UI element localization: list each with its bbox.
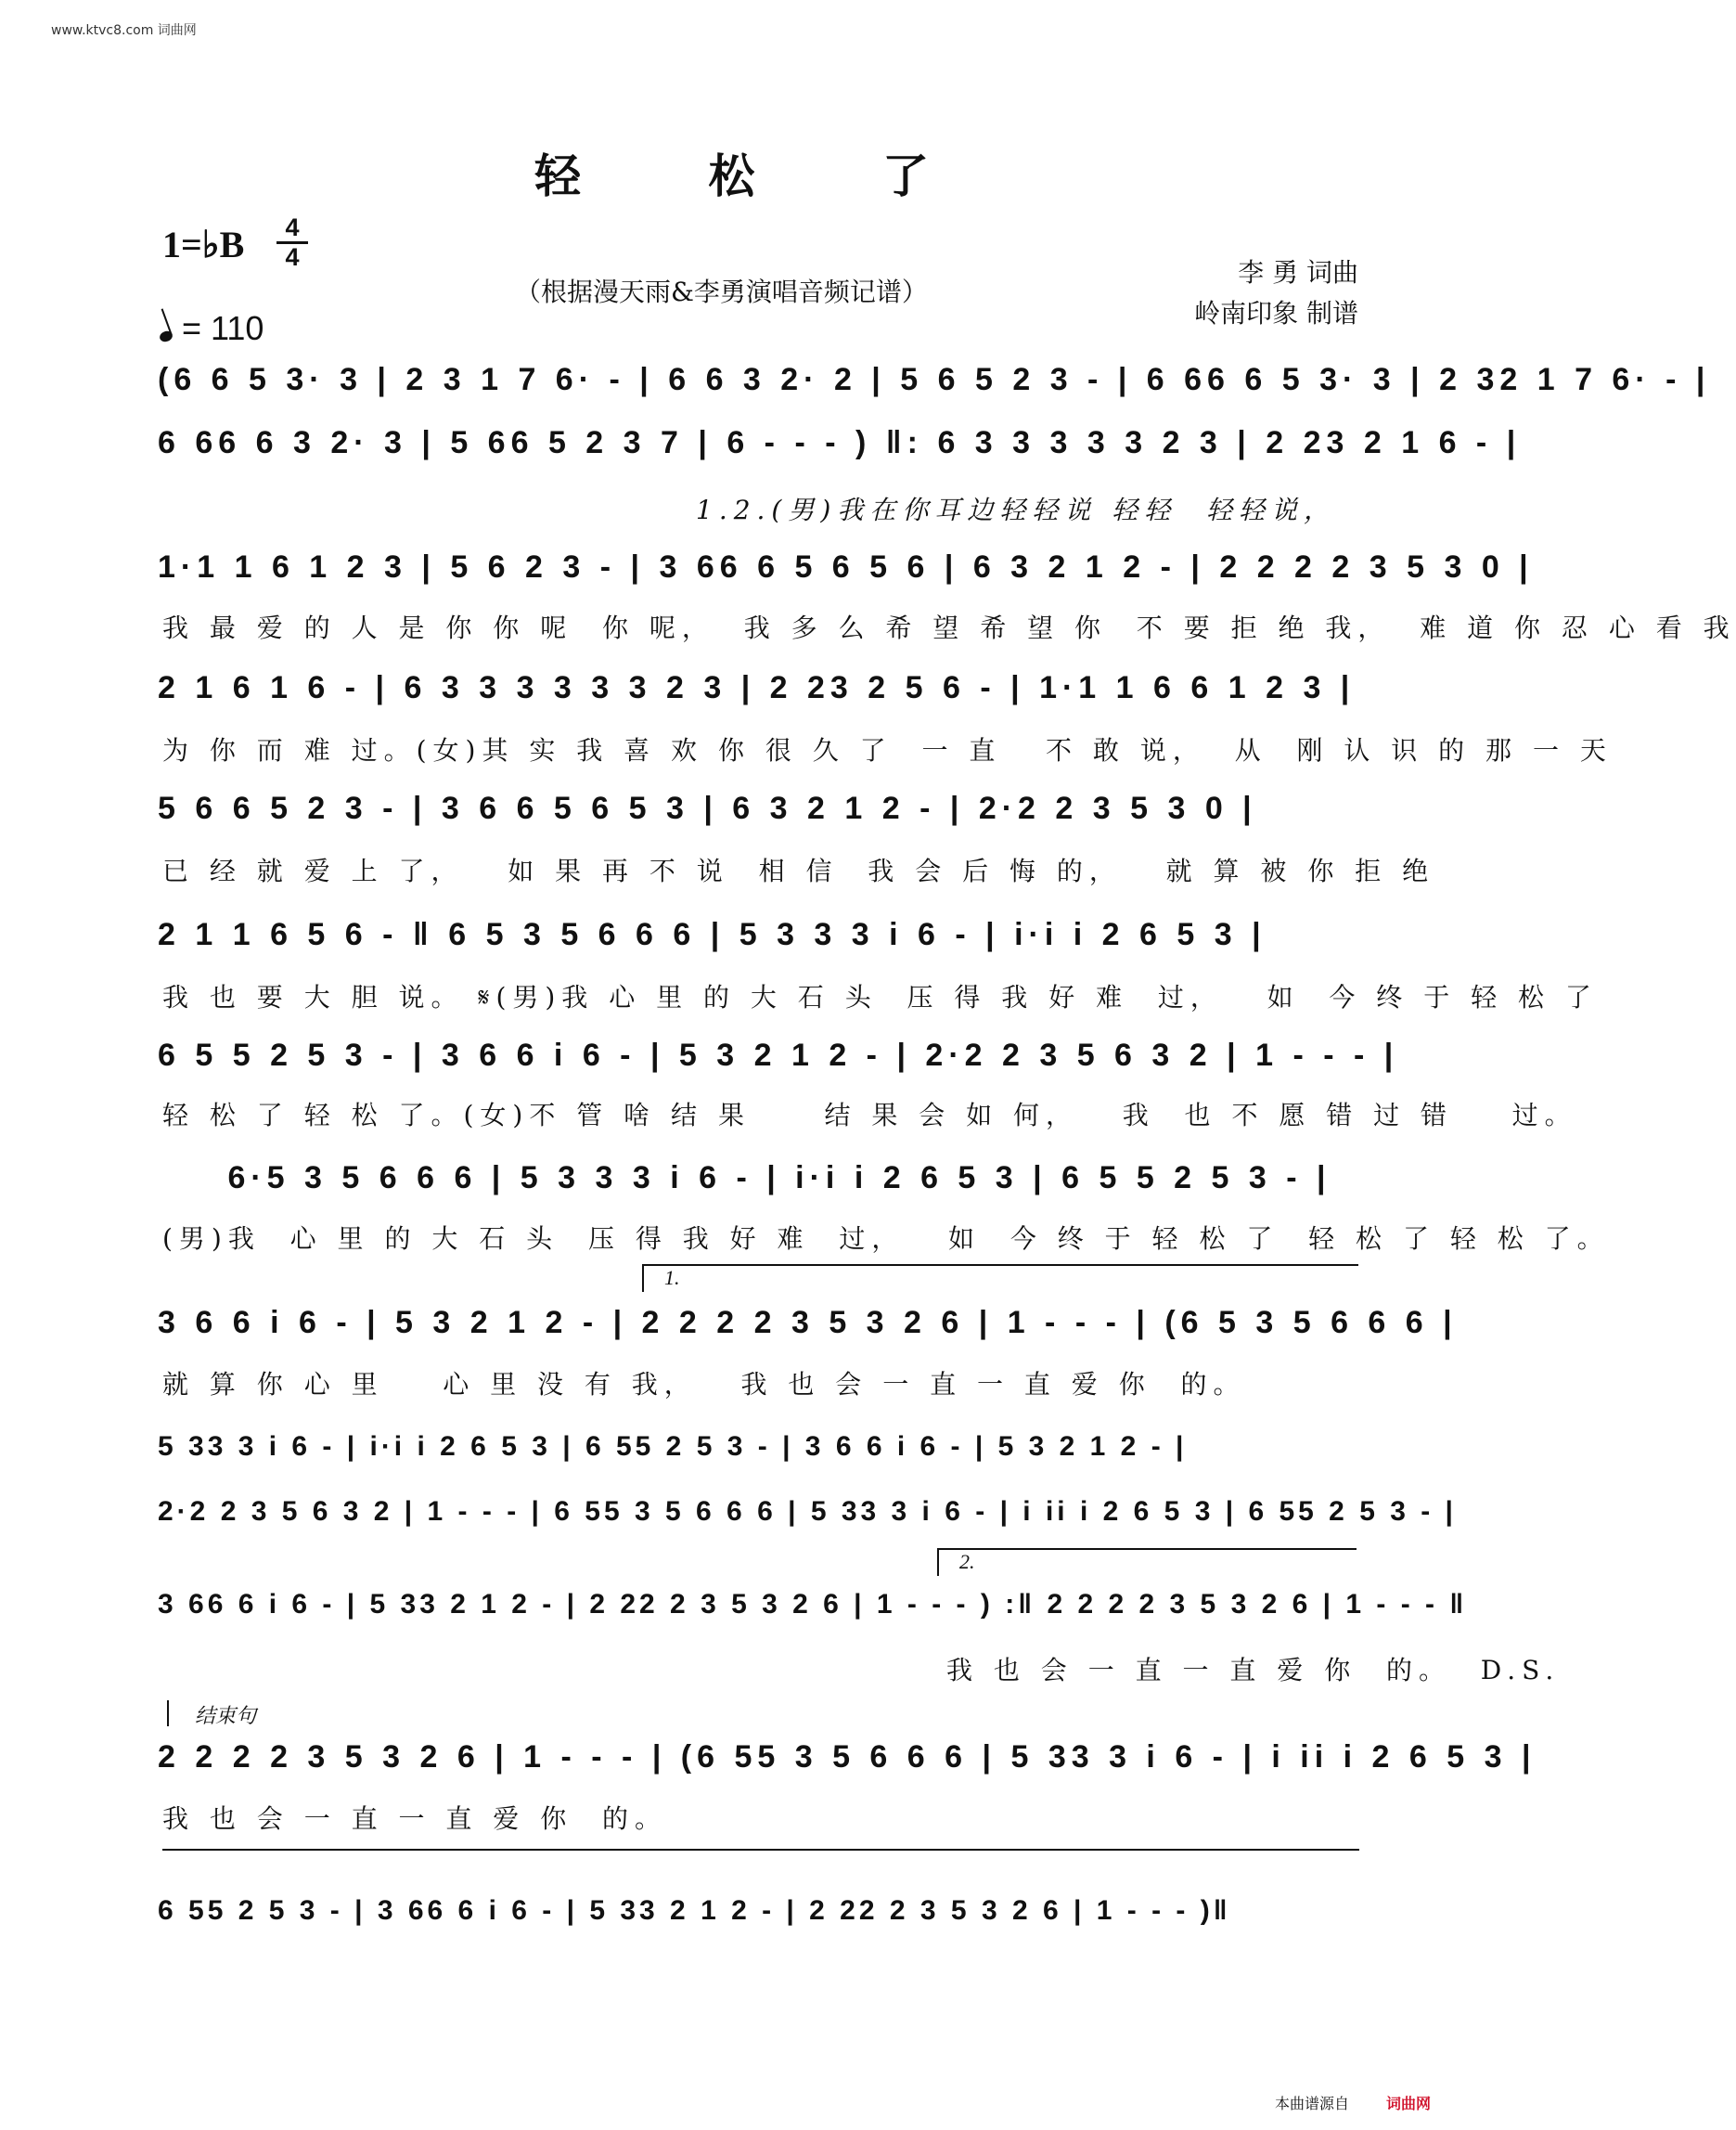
score-line-7: 6 5 5 2 5 3 - | 3 6 6 i 6 - | 5 3 2 1 2 - | 2·2 2 3 5 6 3 2 | 1 - - - | — [158, 1038, 1399, 1073]
composer-credit: 李 勇 词曲 — [1238, 257, 1358, 288]
time-bottom: 4 — [285, 243, 300, 271]
score-line-1: (6 6 5 3· 3 | 2 3 1 7 6· - | 6 6 3 2· 2 | 5 6 5 2 3 - | 6 66 6 5 3· 3 | 2 32 1 7 6· - | — [158, 362, 1711, 397]
lyric-line-6: 我 也 要 大 胆 说。 𝄋(男)我 心 里 的 大 石 头 压 得 我 好 难 过， 如 今 终 于 轻 松 了 — [162, 982, 1598, 1013]
lyric-line-13: 我 也 会 一 直 一 直 爱 你 的。 — [162, 1803, 668, 1834]
footer-credit — [1275, 2092, 1431, 2113]
subtitle: （根据漫天雨&李勇演唱音频记谱） — [515, 277, 928, 307]
quarter-note-icon — [159, 329, 174, 343]
lyric-line-12: 我 也 会 一 直 一 直 爱 你 的。 D.S. — [946, 1655, 1561, 1685]
score-line-2: 6 66 6 3 2· 3 | 5 66 5 2 3 7 | 6 - - - ) ‖: 6 3 3 3 3 3 2 3 | 2 23 2 1 6 - | — [158, 425, 1522, 460]
site-url: www.ktvc8.com 词曲网 — [51, 23, 197, 38]
lyric-line-5: 已 经 就 爱 上 了， 如 果 再 不 说 相 信 我 会 后 悔 的， 就 算 被 你 拒 绝 — [162, 856, 1435, 886]
first-ending-number: 1. — [664, 1266, 680, 1289]
tempo-value: = 110 — [182, 309, 264, 347]
score-line-10: 5 33 3 i 6 - | i·i i 2 6 5 3 | 6 55 2 5 3 - | 3 6 6 i 6 - | 5 3 2 1 2 - | — [158, 1431, 1188, 1462]
page-title: 轻 松 了 — [534, 148, 984, 203]
footer-brand: 词曲网 — [1385, 2095, 1431, 2112]
score-line-11: 2·2 2 3 5 6 3 2 | 1 - - - | 6 55 3 5 6 6 6 | 5 33 3 i 6 - | i ii i 2 6 5 3 | 6 55 2 5 3 - | — [158, 1496, 1457, 1527]
second-ending-number: 2. — [959, 1550, 975, 1573]
score-line-9: 3 6 6 i 6 - | 5 3 2 1 2 - | 2 2 2 2 3 5 3 2 6 | 1 - - - | (6 5 3 5 6 6 6 | — [158, 1305, 1458, 1340]
score-line-5: 5 6 6 5 2 3 - | 3 6 6 5 6 5 3 | 6 3 2 1 2 - | 2·2 2 3 5 3 0 | — [158, 791, 1257, 826]
coda-label: 结束句 — [195, 1704, 257, 1727]
score-line-14: 6 55 2 5 3 - | 3 66 6 i 6 - | 5 33 2 1 2 - | 2 22 2 3 5 3 2 6 | 1 - - - )‖ — [158, 1895, 1231, 1926]
score-line-8: 6·5 3 5 6 6 6 | 5 3 3 3 i 6 - | i·i i 2 6 5 3 | 6 5 5 2 5 3 - | — [213, 1160, 1331, 1195]
tempo-mark — [160, 309, 264, 348]
final-line-bracket — [162, 1849, 1359, 1851]
footer-source: 本曲谱源自 — [1274, 2095, 1349, 2112]
time-top: 4 — [285, 213, 300, 241]
lyric-line-2: 1.2.(男)我在你耳边轻轻说 轻轻 轻轻说， — [696, 495, 1336, 525]
score-line-12: 3 66 6 i 6 - | 5 33 2 1 2 - | 2 22 2 3 5 3 2 6 | 1 - - - ) :‖ 2 2 2 2 3 5 3 2 6 | 1 - - - ‖ — [158, 1589, 1468, 1620]
arranger-credit: 岭南印象 制谱 — [1194, 298, 1358, 329]
coda-bracket — [167, 1700, 262, 1726]
first-ending-bracket — [642, 1264, 1358, 1292]
time-signature — [276, 215, 308, 270]
key-signature: 1=♭B — [162, 224, 245, 265]
score-line-4: 2 1 6 1 6 - | 6 3 3 3 3 3 3 2 3 | 2 23 2 5 6 - | 1·1 1 6 6 1 2 3 | — [158, 670, 1356, 705]
score-line-3: 1·1 1 6 1 2 3 | 5 6 2 3 - | 3 66 6 5 6 5 6 | 6 3 2 1 2 - | 2 2 2 2 3 5 3 0 | — [158, 549, 1534, 585]
score-line-13: 2 2 2 2 3 5 3 2 6 | 1 - - - | (6 55 3 5 6 6 6 | 5 33 3 i 6 - | i ii i 2 6 5 3 | — [158, 1739, 1537, 1775]
lyric-line-4: 为 你 而 难 过。(女)其 实 我 喜 欢 你 很 久 了 一 直 不 敢 说， 从 刚 认 识 的 那 一 天 — [162, 735, 1613, 766]
lyric-line-3: 我 最 爱 的 人 是 你 你 呢 你 呢， 我 多 么 希 望 希 望 你 不 要 拒 绝 我， 难 道 你 忍 心 看 我 — [162, 613, 1736, 643]
score-line-6: 2 1 1 6 5 6 - ‖ 6 5 3 5 6 6 6 | 5 3 3 3 i 6 - | i·i i 2 6 5 3 | — [158, 917, 1267, 952]
lyric-line-9: 就 算 你 心 里 心 里 没 有 我， 我 也 会 一 直 一 直 爱 你 的。 — [162, 1369, 1246, 1400]
second-ending-bracket — [937, 1548, 1357, 1576]
lyric-line-8: (男)我 心 里 的 大 石 头 压 得 我 好 难 过， 如 今 终 于 轻 松 了 轻 松 了 轻 松 了。 — [162, 1223, 1610, 1254]
lyric-line-7: 轻 松 了 轻 松 了。(女)不 管 啥 结 果 结 果 会 如 何， 我 也 不 愿 错 过 错 过。 — [162, 1100, 1577, 1130]
